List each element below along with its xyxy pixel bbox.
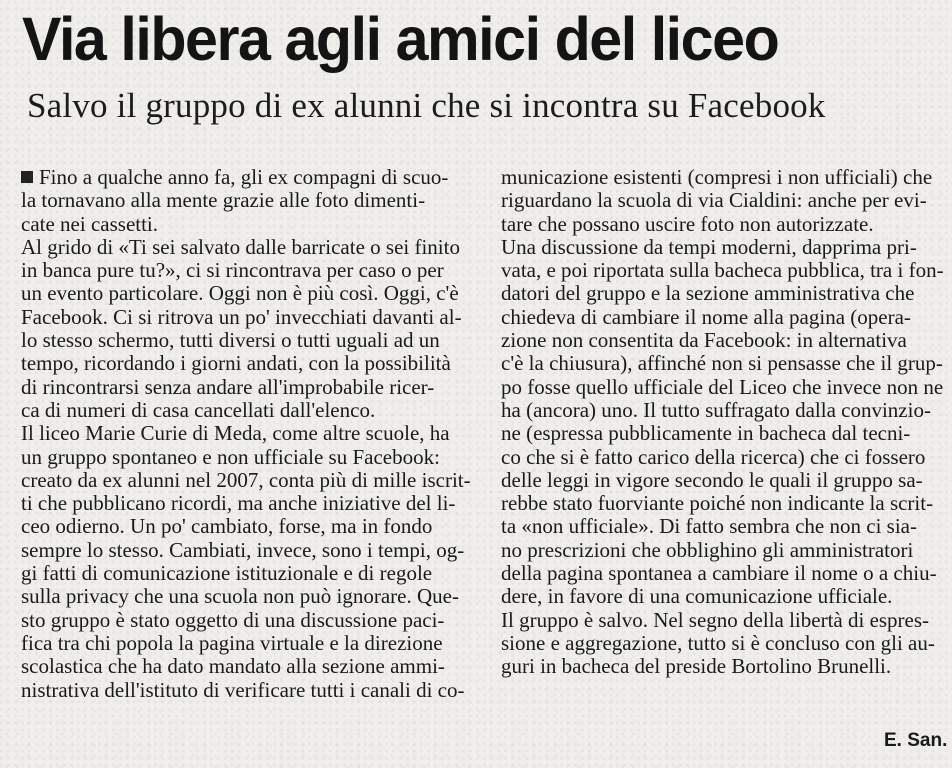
column-line: la tornavano alla mente grazie alle foto dimenti- bbox=[21, 188, 426, 213]
column-line: zione non consentita da Facebook: in alternativa bbox=[501, 328, 907, 353]
column-line: Il liceo Marie Curie di Meda, come altre scuole, ha bbox=[21, 421, 450, 446]
column-line: di rincontrarsi senza andare all'improbabile ricer- bbox=[21, 374, 435, 399]
column-line: ca di numeri di casa cancellati dall'elenco. bbox=[21, 397, 376, 422]
column-line: Facebook. Ci si ritrova un po' invecchiati davanti al- bbox=[21, 304, 462, 329]
column-line: gi fatti di comunicazione istituzionale e di regole bbox=[21, 561, 433, 586]
column-line: c'è la chiusura), affinché non si pensasse che il grup- bbox=[501, 351, 943, 376]
column-line: sto gruppo è stato oggetto di una discussione paci- bbox=[21, 607, 445, 632]
column-line: co che si è fatto carico della ricerca) che ci fossero bbox=[501, 444, 926, 469]
column-line: Una discussione da tempi moderni, dapprima pri- bbox=[501, 234, 917, 259]
column-line: cate nei cassetti. bbox=[21, 211, 159, 236]
column-line: po fosse quello ufficiale del Liceo che invece non ne bbox=[501, 374, 944, 399]
column-line: un gruppo spontaneo e non ufficiale su Facebook: bbox=[21, 444, 440, 469]
column-line: tare che possano uscire foto non autorizzate. bbox=[501, 211, 874, 236]
article-headline: Via libera agli amici del liceo bbox=[22, 5, 779, 73]
column-line: vata, e poi riportata sulla bacheca pubblica, tra i fon- bbox=[501, 258, 944, 283]
column-line: ha (ancora) uno. Il tutto suffragato dalla convinzio- bbox=[501, 397, 931, 422]
column-line: no prescrizioni che obblighino gli amministratori bbox=[501, 537, 914, 562]
column-line: nistrativa dell'istituto di verificare tutti i canali di co- bbox=[21, 677, 465, 702]
column-line: ti che pubblicano ricordi, ma anche iniziative del li- bbox=[21, 491, 456, 516]
article-subheadline: Salvo il gruppo di ex alunni che si incontra su Facebook bbox=[27, 86, 826, 125]
column-line: un evento particolare. Oggi non è più così. Oggi, c'è bbox=[21, 281, 459, 306]
article-byline: E. San. bbox=[884, 730, 948, 751]
column-line: ta «non ufficiale». Di fatto sembra che non ci sia- bbox=[501, 514, 917, 539]
column-line: Il gruppo è salvo. Nel segno della libertà di espres- bbox=[501, 607, 930, 632]
paragraph-bullet-icon bbox=[21, 171, 33, 183]
column-line: scolastica che ha dato mandato alla sezione ammi- bbox=[21, 654, 445, 679]
column-line: riguardano la scuola di via Cialdini: anche per evi- bbox=[501, 188, 927, 213]
column-line: creato da ex alunni nel 2007, conta più di mille iscrit- bbox=[21, 467, 471, 492]
column-line: della pagina spontanea a cambiare il nome o a chiu- bbox=[501, 561, 937, 586]
column-line: datori del gruppo e la sezione amministrativa che bbox=[501, 281, 915, 306]
column-line: sione e aggregazione, tutto si è concluso con gli au- bbox=[501, 630, 935, 655]
column-line: guri in bacheca del preside Bortolino Brunelli. bbox=[501, 654, 892, 679]
column-line: tempo, ricordando i giorni andati, con la possibilità bbox=[21, 351, 451, 376]
column-line: Al grido di «Ti sei salvato dalle barricate o sei finito bbox=[21, 234, 460, 259]
column-line: chiedeva di cambiare il nome alla pagina (opera- bbox=[501, 304, 911, 329]
column-line: lo stesso schermo, tutti diversi o tutti uguali ad un bbox=[21, 328, 440, 353]
column-line: ceo odierno. Un po' cambiato, forse, ma in fondo bbox=[21, 514, 433, 539]
column-line: sulla privacy che una scuola non può ignorare. Que- bbox=[21, 584, 459, 609]
article-column-left bbox=[21, 166, 479, 702]
column-line: in banca pure tu?», ci si rincontrava per caso o per bbox=[21, 258, 444, 283]
column-line: sempre lo stesso. Cambiati, invece, sono i tempi, og- bbox=[21, 537, 465, 562]
line-text: Fino a qualche anno fa, gli ex compagni di scuo- bbox=[39, 165, 449, 189]
article-column-right bbox=[501, 166, 952, 679]
column-line: fica tra chi popola la pagina virtuale e la direzione bbox=[21, 630, 443, 655]
column-line bbox=[21, 166, 479, 189]
column-line: delle leggi in vigore secondo le quali il gruppo sa- bbox=[501, 467, 923, 492]
column-line: dere, in favore di una comunicazione ufficiale. bbox=[501, 584, 893, 609]
column-line: municazione esistenti (compresi i non ufficiali) che bbox=[501, 165, 933, 189]
column-line: ne (espressa pubblicamente in bacheca dal tecni- bbox=[501, 421, 911, 446]
column-line: rebbe stato fuorviante poiché non indicante la scrit- bbox=[501, 491, 934, 516]
